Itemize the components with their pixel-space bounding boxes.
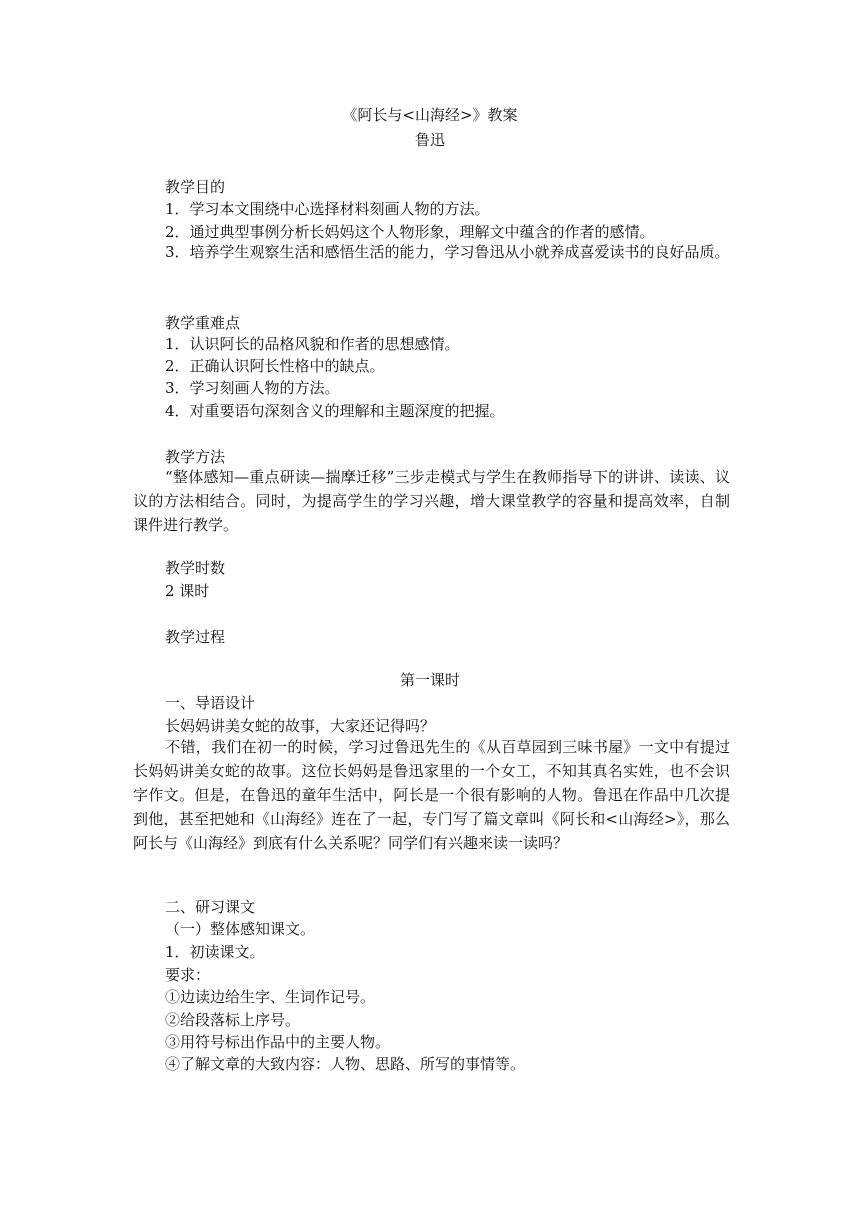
intro-paragraph: [133, 735, 730, 855]
requirement-item: ④了解文章的大致内容：人物、思路、所写的事情等。: [165, 1055, 526, 1073]
intro-question: 长妈妈讲美女蛇的故事，大家还记得吗？: [165, 717, 436, 735]
key-point-item: 3．学习刻画人物的方法。: [165, 379, 340, 397]
document-author: 鲁迅: [414, 131, 445, 149]
key-point-item: 1．认识阿长的品格风貌和作者的思想感情。: [165, 335, 460, 353]
document-title: 《阿长与<山海经>》教案: [342, 106, 518, 124]
objectives-heading: 教学目的: [165, 178, 226, 196]
requirements-label: 要求：: [165, 966, 211, 984]
key-point-item: 4．对重要语句深刻含义的理解和主题深度的把握。: [165, 402, 505, 420]
intro-heading: 一、导语设计: [165, 694, 256, 712]
requirement-item: ②给段落标上序号。: [165, 1011, 301, 1029]
key-points-heading: 教学重难点: [165, 314, 241, 332]
step-label: 1．初读课文。: [165, 943, 265, 961]
requirement-item: ①边读边给生字、生词作记号。: [165, 988, 376, 1006]
objective-item: 1．学习本文围绕中心选择材料刻画人物的方法。: [165, 200, 490, 218]
methods-paragraph: [133, 465, 730, 537]
lesson-title: 第一课时: [399, 671, 460, 689]
methods-text: “整体感知—重点研读—揣摩迁移”三步走模式与学生在教师指导下的讲讲、读读、议议的方法相结合。同时，为提高学生的学习兴趣，增大课堂教学的容量和提高效率，自制课件进行教学。: [133, 468, 730, 534]
objective-item: 2．通过典型事例分析长妈妈这个人物形象，理解文中蕴含的作者的感情。: [165, 223, 655, 241]
key-point-item: 2．正确认识阿长性格中的缺点。: [165, 357, 385, 375]
intro-text: 不错，我们在初一的时候，学习过鲁迅先生的《从百草园到三味书屋》一文中有提过长妈妈讲美女蛇的故事。这位长妈妈是鲁迅家里的一个女工，不知其真名实姓，也不会识字作文。但是，在鲁迅的童年生活中，阿长是一个很有影响的人物。鲁迅在作品中几次提到他，甚至把她和《山海经》连在了一起，专门写了篇文章叫《阿长和<山海经>》，那么阿长与《山海经》到底有什么关系呢？同学们有兴趣来读一读吗？: [133, 738, 730, 852]
methods-heading: 教学方法: [165, 448, 226, 466]
requirement-item: ③用符号标出作品中的主要人物。: [165, 1033, 391, 1051]
hours-heading: 教学时数: [165, 559, 226, 577]
objective-item: [133, 240, 730, 264]
hours-value: 2 课时: [165, 582, 210, 600]
process-heading: 教学过程: [165, 628, 226, 646]
sub-heading: （一）整体感知课文。: [165, 920, 316, 938]
study-heading: 二、研习课文: [165, 898, 256, 916]
objective-item-text: 3．培养学生观察生活和感悟生活的能力，学习鲁迅从小就养成喜爱读书的良好品质。: [165, 243, 730, 261]
